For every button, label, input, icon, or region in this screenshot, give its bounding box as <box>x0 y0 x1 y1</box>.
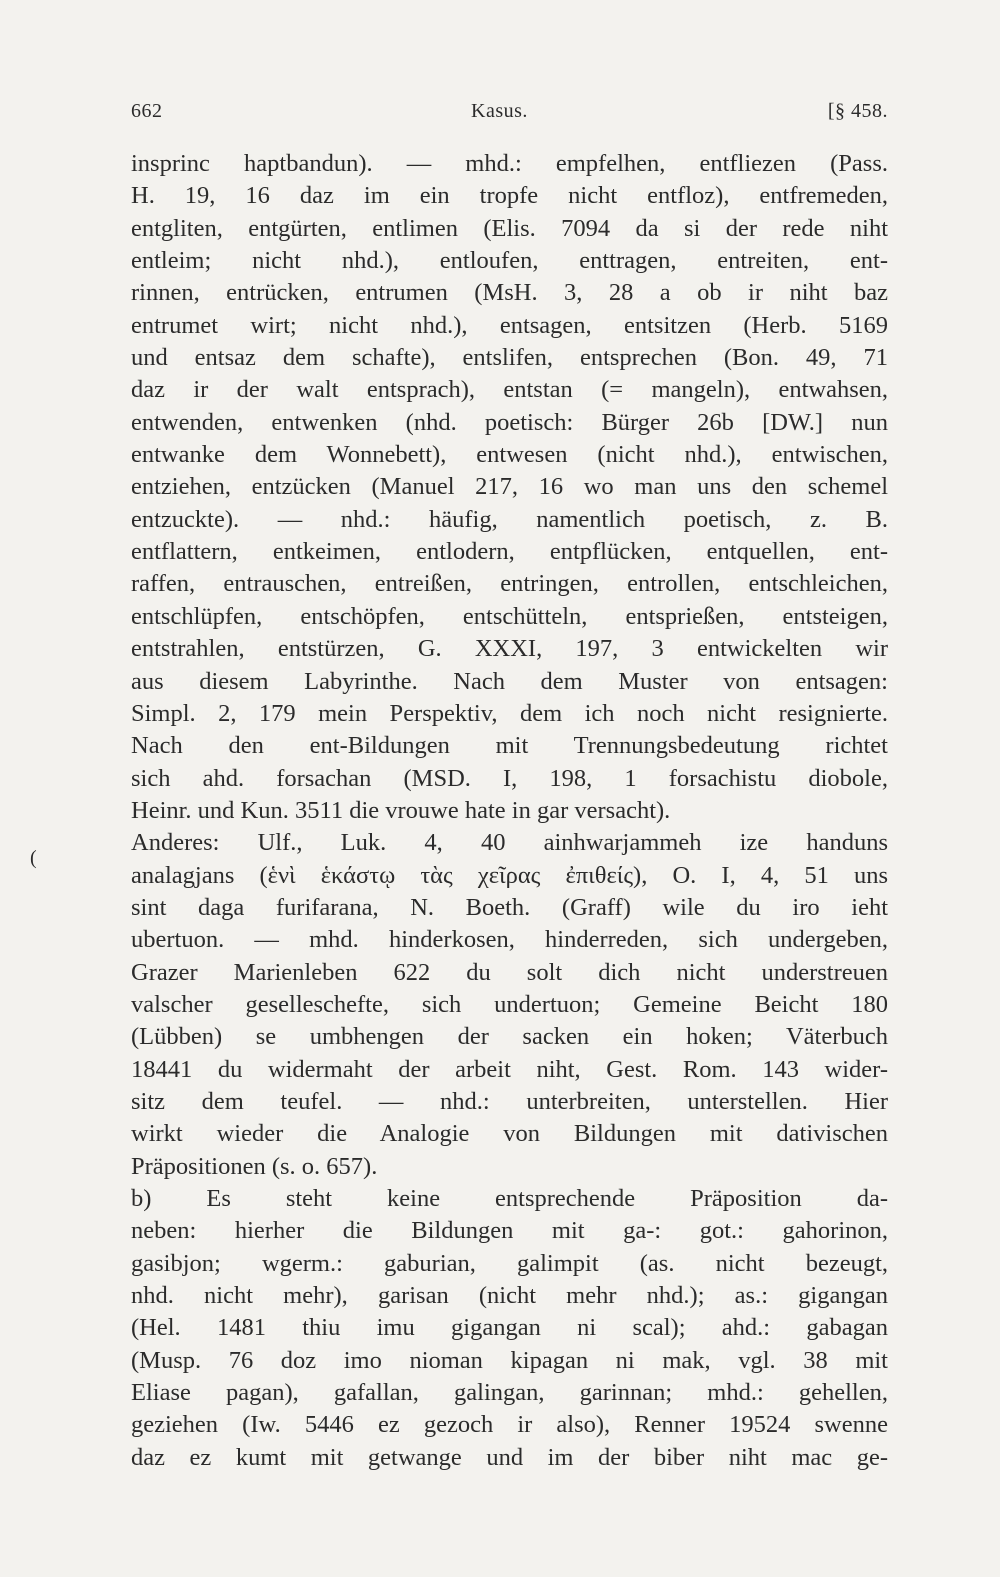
text-line: entzuckte). — nhd.: häufig, namentlich poetisch, z. B. <box>131 505 888 533</box>
text-line: sint daga furifarana, N. Boeth. (Graff) wile du iro ieht <box>131 893 888 921</box>
text-line: und entsaz dem schafte), entslifen, entsprechen (Bon. 49, 71 <box>131 344 888 372</box>
text-line: Grazer Marienleben 622 du solt dich nicht understreuen <box>131 958 888 986</box>
text-line: nhd. nicht mehr), garisan (nicht mehr nhd.); as.: gigangan <box>131 1282 888 1310</box>
section-reference: [§ 458. <box>827 100 888 122</box>
text-line: geziehen (Iw. 5446 ez gezoch ir also), Renner 19524 swenne <box>131 1411 888 1439</box>
text-line: entwanke dem Wonnebett), entwesen (nicht nhd.), entwischen, <box>131 441 888 469</box>
body-text <box>131 148 888 1474</box>
text-line: entziehen, entzücken (Manuel 217, 16 wo man uns den schemel <box>131 473 888 501</box>
text-line: entleim; nicht nhd.), entloufen, enttragen, entreiten, ent- <box>131 247 888 275</box>
text-line: Heinr. und Kun. 3511 die vrouwe hate in gar versacht). <box>131 796 671 824</box>
text-line: Nach den ent-Bildungen mit Trennungsbedeutung richtet <box>131 732 888 760</box>
text-line: wirkt wieder die Analogie von Bildungen mit dativischen <box>131 1120 888 1148</box>
text-line: entrumet wirt; nicht nhd.), entsagen, entsitzen (Herb. 5169 <box>131 311 888 339</box>
text-line: raffen, entrauschen, entreißen, entringen, entrollen, entschleichen, <box>131 570 888 598</box>
running-head <box>131 100 888 130</box>
margin-mark: ( <box>30 847 37 869</box>
text-line: H. 19, 16 daz im ein tropfe nicht entfloz), entfremeden, <box>131 182 888 210</box>
text-line: insprinc haptbandun). — mhd.: empfelhen, entfliezen (Pass. <box>131 150 888 177</box>
page-number: 662 <box>131 100 163 122</box>
text-line: entstrahlen, entstürzen, G. XXXI, 197, 3 entwickelten wir <box>131 635 888 663</box>
text-line: entgliten, entgürten, entlimen (Elis. 7094 da si der rede niht <box>131 214 888 242</box>
text-line: gasibjon; wgerm.: gaburian, galimpit (as. nicht bezeugt, <box>131 1249 888 1277</box>
text-line: (Musp. 76 doz imo nioman kipagan ni mak, vgl. 38 mit <box>131 1346 888 1374</box>
text-line: Eliase pagan), gafallan, galingan, garinnan; mhd.: gehellen, <box>131 1379 888 1407</box>
text-line: daz ez kumt mit getwange und im der biber niht mac ge- <box>131 1443 888 1471</box>
text-line: analagjans (ἑνὶ ἑκάστῳ τὰς χεῖρας ἐπιθείς), O. I, 4, 51 uns <box>131 861 888 889</box>
text-line: 18441 du widermaht der arbeit niht, Gest. Rom. 143 wider- <box>131 1055 888 1083</box>
text-line: entschlüpfen, entschöpfen, entschütteln, entsprießen, entsteigen, <box>131 602 888 630</box>
text-line: sich ahd. forsachan (MSD. I, 198, 1 forsachistu diobole, <box>131 764 888 792</box>
text-line: valscher geselleschefte, sich undertuon; Gemeine Beicht 180 <box>131 990 888 1018</box>
text-line: neben: hierher die Bildungen mit ga-: got.: gahorinon, <box>131 1217 888 1245</box>
text-line: Anderes: Ulf., Luk. 4, 40 ainhwarjammeh ize handuns <box>131 829 888 857</box>
text-line: Präpositionen (s. o. 657). <box>131 1152 378 1180</box>
text-line: entwenden, entwenken (nhd. poetisch: Bürger 26b [DW.] nun <box>131 408 888 436</box>
text-line: Simpl. 2, 179 mein Perspektiv, dem ich noch nicht resignierte. <box>131 699 888 727</box>
text-line: (Hel. 1481 thiu imu gigangan ni scal); ahd.: gabagan <box>131 1314 888 1342</box>
running-title: Kasus. <box>471 100 528 122</box>
text-line: ubertuon. — mhd. hinderkosen, hinderreden, sich undergeben, <box>131 926 888 954</box>
text-line: b) Es steht keine entsprechende Präposition da- <box>131 1185 888 1212</box>
text-line: rinnen, entrücken, entrumen (MsH. 3, 28 a ob ir niht baz <box>131 279 888 307</box>
text-line: (Lübben) se umbhengen der sacken ein hoken; Väterbuch <box>131 1023 888 1051</box>
text-line: sitz dem teufel. — nhd.: unterbreiten, unterstellen. Hier <box>131 1087 888 1115</box>
text-line: aus diesem Labyrinthe. Nach dem Muster von entsagen: <box>131 667 888 695</box>
text-line: daz ir der walt entsprach), entstan (= mangeln), entwahsen, <box>131 376 888 404</box>
text-line: entflattern, entkeimen, entlodern, entpflücken, entquellen, ent- <box>131 538 888 566</box>
